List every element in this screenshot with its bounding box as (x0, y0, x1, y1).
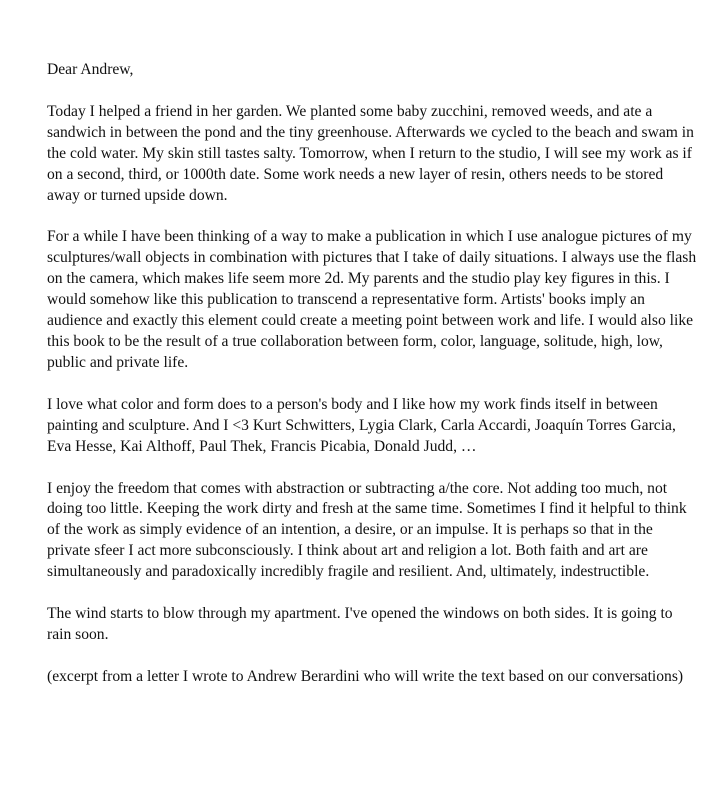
letter-excerpt-note: (excerpt from a letter I wrote to Andrew Berardini who will write the text based on our conversations) (47, 667, 684, 685)
letter-greeting: Dear Andrew, (47, 61, 134, 78)
letter-paragraph-garden: Today I helped a friend in her garden. We planted some baby zucchini, removed weeds, and ate a sandwich in between the pond and the tiny greenhouse. Afterwards we cycled to the beach and swam in the cold water. My skin still tastes salty. Tomorrow, when I return to the studio, I will see my work as if on a second, third, or 1000th date. Some work needs a new layer of resin, others needs to be stored away or turned upside down. (47, 102, 694, 204)
letter-paragraph-publication: For a while I have been thinking of a way to make a publication in which I use analogue pictures of my sculptures/wall objects in combination with pictures that I take of daily situations. I always use the flash on the camera, which makes life seem more 2d. My parents and the studio play key figures in this. I would somehow like this publication to transcend a representative form. Artists' books imply an audience and exactly this element could create a meeting point between work and life. I would also like this book to be the result of a true collaboration between form, color, language, solitude, high, low, public and private life. (47, 228, 697, 371)
letter-paragraph-wind: The wind starts to blow through my apartment. I've opened the windows on both sides. It is going to rain soon. (47, 605, 673, 643)
letter-body (47, 60, 697, 709)
letter-paragraph-influences: I love what color and form does to a person's body and I like how my work finds itself in between painting and sculpture. And I <3 Kurt Schwitters, Lygia Clark, Carla Accardi, Joaquín Torres Garcia, Eva Hesse, Kai Althoff, Paul Thek, Francis Picabia, Donald Judd, … (47, 395, 676, 455)
letter-paragraph-abstraction: I enjoy the freedom that comes with abstraction or subtracting a/the core. Not adding too much, not doing too little. Keeping the work dirty and fresh at the same time. Sometimes I find it helpful to think of the work as simply evidence of an intention, a desire, or an impulse. It is perhaps so that in the private sfeer I act more subconsciously. I think about art and religion a lot. Both faith and art are simultaneously and paradoxically incredibly fragile and resilient. And, ultimately, indestructible. (47, 479, 687, 581)
